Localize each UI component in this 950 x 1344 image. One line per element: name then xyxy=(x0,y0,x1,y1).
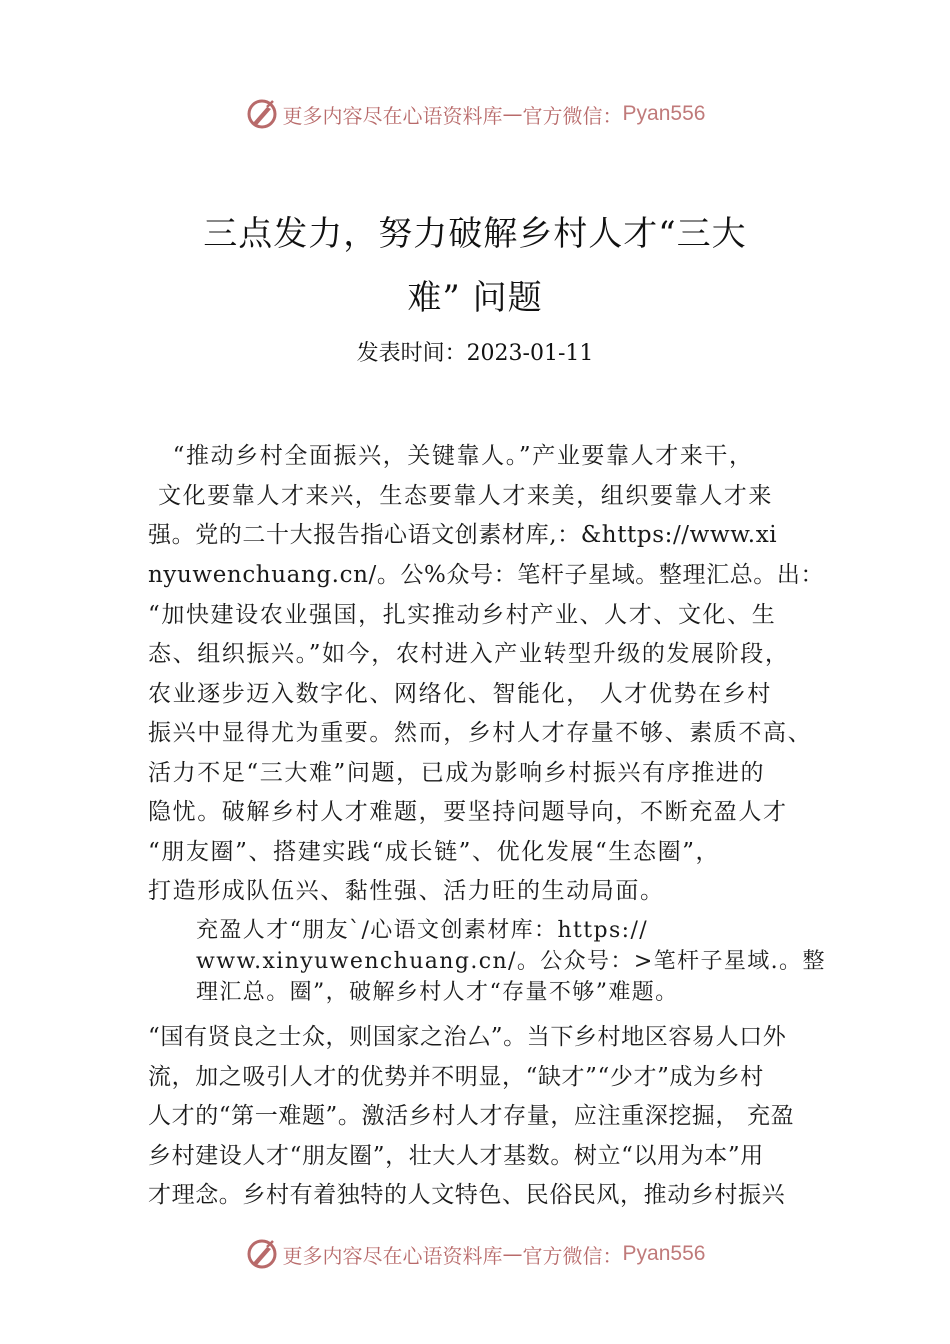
paragraph-line: 活力不足“三大难”问题，已成为影响乡村振兴有序推进的 xyxy=(148,760,766,786)
paragraph-line: “国有贤良之士众，则国家之治厶”。当下乡村地区容易人口外 xyxy=(148,1024,787,1050)
paragraph-line: 态、组织振兴。”如今，农村进入产业转型升级的发展阶段， xyxy=(148,641,790,667)
paragraph-line: 才理念。乡村有着独特的人文特色、民俗民风，推动乡村振兴 xyxy=(148,1182,786,1208)
paragraph-line: nyuwenchuang.cn/。公%众号：笔杆子星域。整理汇总。出： xyxy=(148,562,825,588)
banner-wechat-id: Pyan556 xyxy=(622,102,706,125)
paragraph-line: 农业逐步迈入数字化、网络化、智能化， 人才优势在乡村 xyxy=(148,681,772,707)
paragraph-line: 乡村建设人才“朋友圈”，壮大人才基数。树立“以用为本”用 xyxy=(148,1143,764,1169)
paragraph-line: 振兴中显得尤为重要。然而，乡村人才存量不够、素质不高、 xyxy=(148,720,813,746)
banner-separator: — xyxy=(502,102,523,126)
banner-label: 官方微信： xyxy=(522,103,623,128)
banner-text: 更多内容尽在心语资料库 xyxy=(282,1243,503,1268)
paragraph-line: 文化要靠人才来兴，生态要靠人才来美，组织要靠人才来 xyxy=(158,483,773,509)
paragraph-line: “加快建设农业强国，扎实推动乡村产业、人才、文化、生 xyxy=(148,602,777,628)
paragraph-line: 隐忧。破解乡村人才难题，要坚持问题导向，不断充盈人才 xyxy=(148,799,788,825)
brand-logo-icon xyxy=(245,97,279,131)
banner-label: 官方微信： xyxy=(522,1243,623,1268)
paragraph-line: 强。党的二十大报告指心语文创素材库,：&https://www.xi xyxy=(148,522,778,548)
brand-logo-icon xyxy=(245,1237,279,1271)
publish-date: 发表时间：2023-01-11 xyxy=(356,341,594,366)
header-banner xyxy=(0,94,950,134)
paragraph-line: 打造形成队伍兴、黏性强、活力旺的生动局面。 xyxy=(148,878,665,904)
page-title-line-1: 三点发力，努力破解乡村人才“三大 xyxy=(203,214,747,254)
paragraph-line: 人才的“第一难题”。激活乡村人才存量，应注重深挖掘， 充盈 xyxy=(148,1103,795,1129)
banner-text: 更多内容尽在心语资料库 xyxy=(282,103,503,128)
paragraph-line: 流，加之吸引人才的优势并不明显，“缺才”“少才”成为乡村 xyxy=(148,1064,764,1090)
banner-wechat-id: Pyan556 xyxy=(622,1242,706,1265)
subheading-line: www.xinyuwenchuang.cn/。公众号：>笔杆子星域.。整 xyxy=(196,949,826,974)
banner-separator: — xyxy=(502,1242,523,1266)
subheading-line: 理汇总。圈”，破解乡村人才“存量不够”难题。 xyxy=(196,980,679,1005)
page-title-line-2: 难” 问题 xyxy=(407,278,543,318)
subheading-line: 充盈人才“朋友`/心语文创素材库：https:// xyxy=(196,918,649,943)
paragraph-line: “朋友圈”、搭建实践“成长链”、优化发展“生态圈”， xyxy=(148,839,721,865)
paragraph-line: “推动乡村全面振兴，关键靠人。”产业要靠人才来干， xyxy=(148,443,754,469)
footer-banner xyxy=(0,1234,950,1274)
